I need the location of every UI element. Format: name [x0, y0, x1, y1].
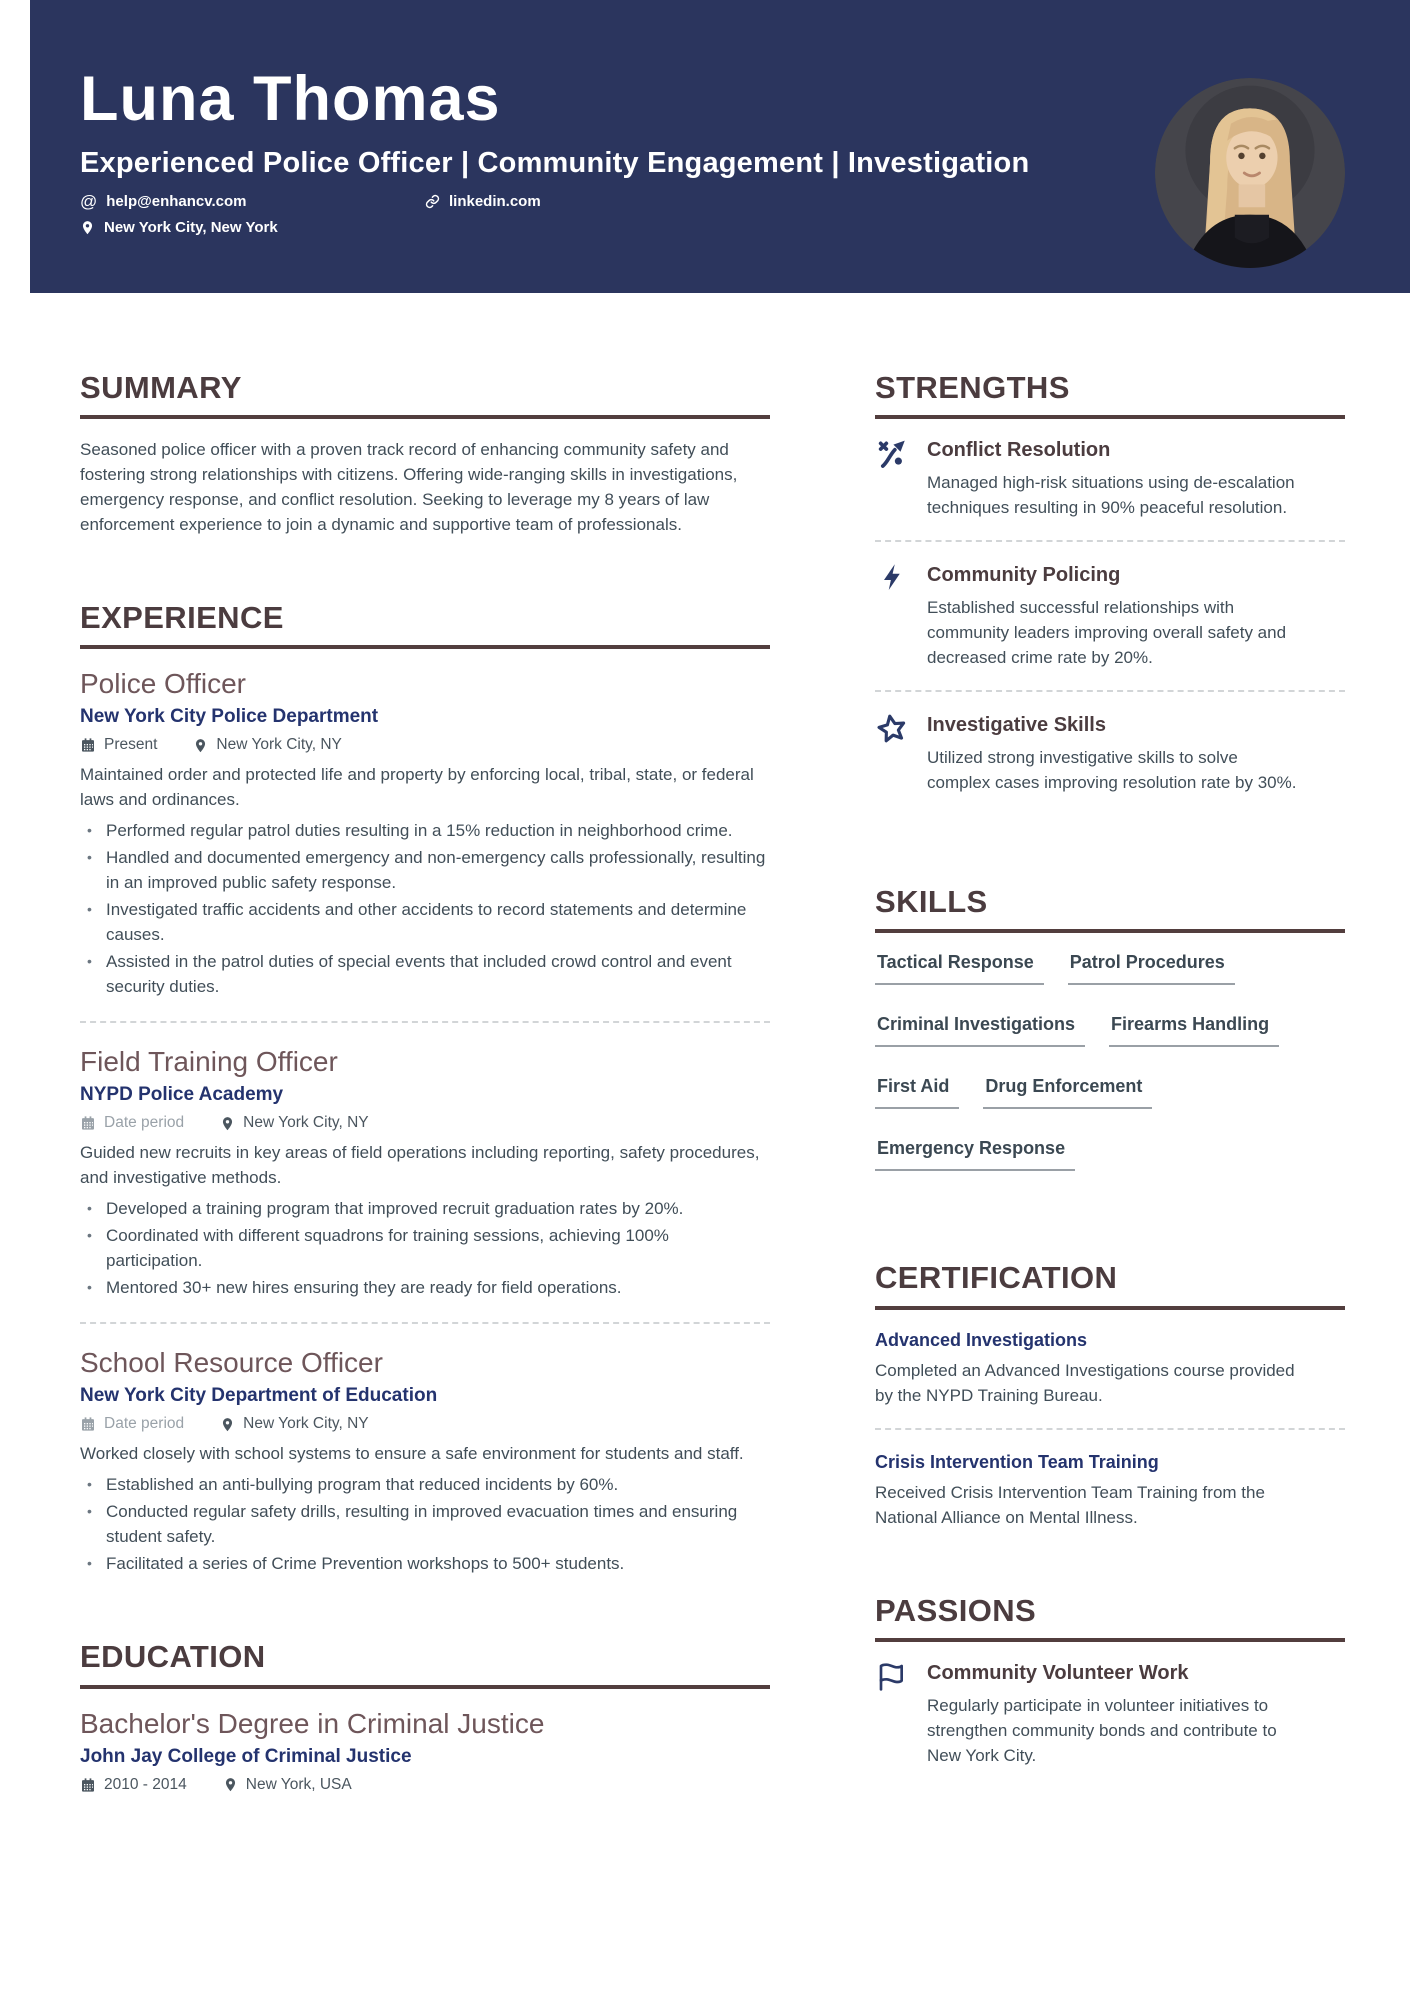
- strength-title: Community Policing: [927, 564, 1121, 587]
- job-period: [80, 735, 157, 755]
- passions-heading: PASSIONS: [875, 1592, 1345, 1642]
- profile-photo-image: [1155, 78, 1345, 268]
- company-name: New York City Police Department: [80, 706, 379, 728]
- divider: [875, 1428, 1345, 1430]
- resume-body: [0, 369, 1410, 1802]
- strategy-icon: [875, 437, 911, 520]
- certification-heading: CERTIFICATION: [875, 1259, 1345, 1309]
- bullet-item: • Investigated traffic accidents and other accidents to record statements and determine causes.: [80, 897, 770, 947]
- linkedin-link[interactable]: [425, 193, 541, 210]
- passion-body: [927, 1660, 1345, 1768]
- calendar-icon: [80, 1777, 96, 1793]
- bullet-item: • Facilitated a series of Crime Prevention workshops to 500+ students.: [80, 1551, 770, 1576]
- education-location: [223, 1775, 352, 1795]
- education-section: [80, 1638, 770, 1794]
- divider: [875, 690, 1345, 692]
- calendar-icon: [80, 1416, 96, 1432]
- bullet-item: • Coordinated with different squadrons for training sessions, achieving 100% participation.: [80, 1223, 770, 1273]
- location-pin-icon: [80, 220, 95, 235]
- skill-tag: Tactical Response: [875, 951, 1044, 985]
- job-bullets: [80, 1472, 770, 1576]
- divider: [80, 1322, 770, 1324]
- skill-tag: Drug Enforcement: [983, 1075, 1152, 1109]
- skill-tag: Criminal Investigations: [875, 1013, 1085, 1047]
- strength-title: Investigative Skills: [927, 714, 1106, 737]
- company-name: New York City Department of Education: [80, 1385, 438, 1407]
- resume-header: [30, 0, 1410, 293]
- bullet-item: • Developed a training program that improved recruit graduation rates by 20%.: [80, 1196, 770, 1221]
- job-title: School Resource Officer: [80, 1347, 383, 1379]
- bolt-icon: [875, 562, 911, 670]
- bullet-item: • Assisted in the patrol duties of special events that included crowd control and event security duties.: [80, 949, 770, 999]
- at-icon: @: [80, 191, 98, 211]
- calendar-icon: [80, 737, 96, 753]
- strengths-heading: STRENGTHS: [875, 369, 1345, 419]
- certification-text: Completed an Advanced Investigations course provided by the NYPD Training Bureau.: [875, 1360, 1295, 1405]
- job-description: Guided new recruits in key areas of field operations including reporting, safety procedures, and investigative methods.: [80, 1143, 760, 1188]
- job-location-text: New York City, NY: [243, 1415, 369, 1433]
- strengths-section: [875, 369, 1345, 795]
- bullet-item: • Handled and documented emergency and non-emergency calls professionally, resulting in an improved public safety response.: [80, 845, 770, 895]
- job-description: Worked closely with school systems to ensure a safe environment for students and staff.: [80, 1444, 744, 1464]
- certification-title: Advanced Investigations: [875, 1329, 1088, 1350]
- job-title: Police Officer: [80, 668, 246, 700]
- star-icon: [875, 712, 911, 795]
- strength-body: [927, 437, 1345, 520]
- job-period-text: Present: [104, 736, 158, 754]
- job-location-text: New York City, NY: [243, 1114, 369, 1132]
- summary-section: [80, 369, 770, 537]
- job-location: [220, 1414, 368, 1434]
- job-period-text: Date period: [104, 1114, 185, 1132]
- linkedin-text: linkedin.com: [449, 192, 541, 210]
- certification-text: Received Crisis Intervention Team Training from the National Alliance on Mental Illness.: [875, 1482, 1265, 1527]
- job-meta: [80, 1414, 770, 1434]
- job-meta: [80, 1113, 770, 1133]
- summary-text: Seasoned police officer with a proven track record of enhancing community safety and fostering strong relationships with citizens. Offering wide-ranging skills in investigations, emergency response, and conflict resolution. Seeking to leverage my 8 years of law enforcement experience to join a dynamic and supportive team of professionals.: [80, 440, 738, 535]
- bullet-item: • Established an anti-bullying program that reduced incidents by 60%.: [80, 1472, 770, 1497]
- strength-text: Established successful relationships with community leaders improving overall safety and decreased crime rate by 20%.: [927, 598, 1287, 668]
- education-meta: [80, 1775, 770, 1795]
- experience-entry: [80, 1045, 770, 1300]
- company-name: NYPD Police Academy: [80, 1084, 284, 1106]
- education-location-text: New York, USA: [245, 1775, 352, 1793]
- job-period-text: Date period: [104, 1415, 185, 1433]
- email-link[interactable]: [80, 193, 425, 210]
- job-location-text: New York City, NY: [216, 736, 342, 754]
- skill-tag: Emergency Response: [875, 1137, 1075, 1171]
- strength-text: Managed high-risk situations using de-escalation techniques resulting in 90% peaceful resolution.: [927, 473, 1295, 518]
- link-icon: [425, 194, 440, 209]
- location-pin-icon: [223, 1777, 238, 1792]
- bullet-item: • Performed regular patrol duties resulting in a 15% reduction in neighborhood crime.: [80, 818, 770, 843]
- location-text: New York City, New York: [104, 218, 278, 236]
- headline: Experienced Police Officer | Community Engagement | Investigation: [80, 146, 1030, 179]
- passion-text: Regularly participate in volunteer initiatives to strengthen community bonds and contribute to New York City.: [927, 1695, 1277, 1765]
- education-period: [80, 1775, 187, 1795]
- education-heading: EDUCATION: [80, 1638, 770, 1688]
- skill-tag: Firearms Handling: [1109, 1013, 1279, 1047]
- strength-item: [875, 712, 1345, 795]
- left-column: [80, 369, 770, 1802]
- divider: [80, 1021, 770, 1023]
- job-meta: [80, 735, 770, 755]
- job-period: [80, 1414, 184, 1434]
- school-name: John Jay College of Criminal Justice: [80, 1745, 412, 1767]
- job-location: [220, 1113, 368, 1133]
- location-pin-icon: [193, 738, 208, 753]
- experience-heading: EXPERIENCE: [80, 599, 770, 649]
- education-period-text: 2010 - 2014: [104, 1775, 187, 1793]
- strength-title: Conflict Resolution: [927, 439, 1111, 462]
- strength-body: [927, 562, 1345, 670]
- strength-body: [927, 712, 1345, 795]
- right-column: [875, 369, 1345, 1802]
- experience-section: [80, 599, 770, 1576]
- job-bullets: [80, 818, 770, 999]
- skill-tag: First Aid: [875, 1075, 959, 1109]
- email-text: help@enhancv.com: [106, 192, 247, 210]
- profile-photo: [1155, 78, 1345, 268]
- strength-item: [875, 562, 1345, 670]
- strength-item: [875, 437, 1345, 520]
- job-bullets: [80, 1196, 770, 1300]
- location-pin-icon: [220, 1116, 235, 1131]
- certification-item: [875, 1450, 1345, 1530]
- certification-item: [875, 1328, 1345, 1408]
- calendar-icon: [80, 1115, 96, 1131]
- job-title: Field Training Officer: [80, 1046, 338, 1078]
- location-item: [80, 219, 278, 236]
- job-description: Maintained order and protected life and property by enforcing local, tribal, state, or federal laws and ordinances.: [80, 765, 754, 810]
- certification-section: [875, 1259, 1345, 1529]
- location-pin-icon: [220, 1417, 235, 1432]
- divider: [875, 540, 1345, 542]
- skills-section: [875, 883, 1345, 1199]
- experience-entry: [80, 667, 770, 999]
- passion-title: Community Volunteer Work: [927, 1661, 1189, 1684]
- skills-heading: SKILLS: [875, 883, 1345, 933]
- person-name: Luna Thomas: [80, 64, 501, 134]
- bullet-item: • Mentored 30+ new hires ensuring they are ready for field operations.: [80, 1275, 770, 1300]
- job-period: [80, 1113, 184, 1133]
- strength-text: Utilized strong investigative skills to solve complex cases improving resolution rate by 30%.: [927, 748, 1297, 793]
- summary-heading: SUMMARY: [80, 369, 770, 419]
- job-location: [193, 735, 341, 755]
- passions-section: [875, 1592, 1345, 1768]
- bullet-item: • Conducted regular safety drills, resulting in improved evacuation times and ensuring student safety.: [80, 1499, 770, 1549]
- skills-list: [875, 951, 1345, 1199]
- certification-title: Crisis Intervention Team Training: [875, 1451, 1159, 1472]
- degree-title: Bachelor's Degree in Criminal Justice: [80, 1707, 545, 1739]
- passion-item: [875, 1660, 1345, 1768]
- flag-icon: [875, 1660, 911, 1768]
- skill-tag: Patrol Procedures: [1068, 951, 1235, 985]
- experience-entry: [80, 1346, 770, 1576]
